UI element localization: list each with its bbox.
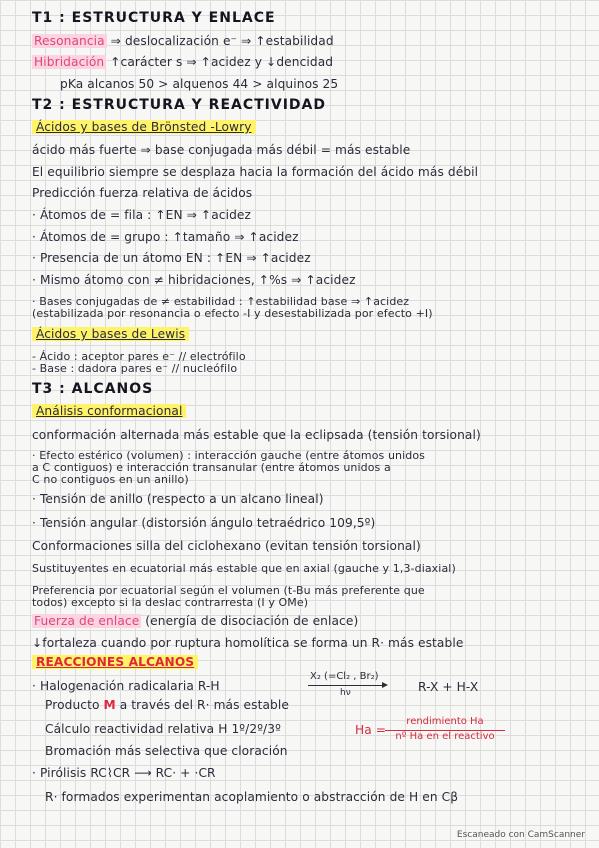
t3-line-5: · Tensión de anillo (respecto a un alcano lineal) <box>32 492 324 506</box>
t3-line-3: a C contiguos) e interacción transanular (entre átomos unidos a <box>32 461 391 474</box>
hibridacion-label: Hibridación <box>34 55 105 69</box>
producto-pre: Producto <box>45 698 104 712</box>
pka-line: pKa alcanos 50 > alquenos 44 > alquinos 25 <box>60 77 339 91</box>
lewis-line-1: - Ácido : aceptor pares e⁻ // electrófilo <box>32 350 246 363</box>
producto-post: a través del R· más estable <box>115 698 289 712</box>
halogenacion-reagent: X₂ (=Cl₂ , Br₂) <box>310 671 379 682</box>
fuerza-label: Fuerza de enlace <box>34 614 140 628</box>
reacciones-heading <box>32 655 198 669</box>
conformacional-label: Análisis conformacional <box>32 404 186 418</box>
ha-numerator: rendimiento Ha <box>406 716 484 727</box>
t1-title: T1 : ESTRUCTURA Y ENLACE <box>32 10 276 26</box>
t2-line-9: (estabilizada por resonancia o efecto -I y desestabilizada por efecto +I) <box>32 307 433 320</box>
bromacion-line: Bromación más selectiva que cloración <box>45 744 288 758</box>
lewis-heading <box>32 327 189 341</box>
t2-line-4: · Átomos de = fila : ↑EN ⇒ ↑acidez <box>32 208 252 222</box>
radicales-line: R· formados experimentan acoplamiento o abstracción de H en Cβ <box>45 790 459 804</box>
halogenacion-condition: hν <box>340 688 351 698</box>
resonancia-line <box>32 34 334 48</box>
fuerza-text: (energía de disociación de enlace) <box>141 614 359 628</box>
ha-denominator: nº Ha en el reactivo <box>385 730 505 742</box>
reaction-arrow-icon <box>308 685 386 686</box>
t2-line-5: · Átomos de = grupo : ↑tamaño ⇒ ↑acidez <box>32 230 299 244</box>
t2-line-8: · Bases conjugadas de ≠ estabilidad : ↑estabilidad base ⇒ ↑acidez <box>32 295 410 308</box>
t3-line-10: todos) excepto si la deslac contrarresta (I y OMe) <box>32 596 309 609</box>
pirolisis-line: · Pirólisis RC⌇CR ⟶ RC· + ·CR <box>32 766 216 780</box>
t3-line-4: C no contiguos en un anillo) <box>32 473 189 486</box>
t3-line-7: Conformaciones silla del ciclohexano (evitan tensión torsional) <box>32 539 421 553</box>
fortaleza-line: ↓fortaleza cuando por ruptura homolítica se forma un R· más estable <box>32 636 464 650</box>
calculo-line: Cálculo reactividad relativa H 1º/2º/3º <box>45 722 281 736</box>
t3-line-6: · Tensión angular (distorsión ángulo tetraédrico 109,5º) <box>32 516 376 530</box>
bronsted-label: Ácidos y bases de Brönsted -Lowry <box>32 120 256 134</box>
t3-line-9: Preferencia por ecuatorial según el volumen (t-Bu más preferente que <box>32 584 425 597</box>
scanner-watermark: Escaneado con CamScanner <box>456 830 585 840</box>
fuerza-line <box>32 614 358 628</box>
producto-line <box>45 698 289 712</box>
ha-label: Ha = <box>355 723 387 737</box>
t3-line-2: · Efecto estérico (volumen) : interacción gauche (entre átomos unidos <box>32 449 425 462</box>
lewis-line-2: - Base : dadora pares e⁻ // nucleófilo <box>32 362 238 375</box>
resonancia-label: Resonancia <box>34 34 105 48</box>
t3-title: T3 : ALCANOS <box>32 381 154 397</box>
t3-line-8: Sustituyentes en ecuatorial más estable que en axial (gauche y 1,3-diaxial) <box>32 562 456 575</box>
t2-line-1: ácido más fuerte ⇒ base conjugada más débil = más estable <box>32 143 411 157</box>
hibridacion-line <box>32 55 333 69</box>
bronsted-heading <box>32 120 256 134</box>
halogenacion-line: · Halogenación radicalaria R-H <box>32 679 220 693</box>
halogenacion-products: R-X + H-X <box>418 680 479 694</box>
t2-line-6: · Presencia de un átomo EN : ↑EN ⇒ ↑acidez <box>32 251 311 265</box>
conformacional-heading <box>32 404 186 418</box>
t2-line-3: Predicción fuerza relativa de ácidos <box>32 186 253 200</box>
t2-line-2: El equilibrio siempre se desplaza hacia la formación del ácido más débil <box>32 165 479 179</box>
producto-m: M <box>103 698 116 712</box>
hibridacion-text: ↑carácter s ⇒ ↑acidez y ↓dencidad <box>106 55 334 69</box>
t2-title: T2 : ESTRUCTURA Y REACTIVIDAD <box>32 97 327 113</box>
t3-line-1: conformación alternada más estable que la eclipsada (tensión torsional) <box>32 428 481 442</box>
t2-line-7: · Mismo átomo con ≠ hibridaciones, ↑%s ⇒ ↑acidez <box>32 273 356 287</box>
reacciones-label: REACCIONES ALCANOS <box>32 655 198 669</box>
resonancia-text: ⇒ deslocalización e⁻ ⇒ ↑estabilidad <box>106 34 334 48</box>
lewis-label: Ácidos y bases de Lewis <box>32 327 189 341</box>
